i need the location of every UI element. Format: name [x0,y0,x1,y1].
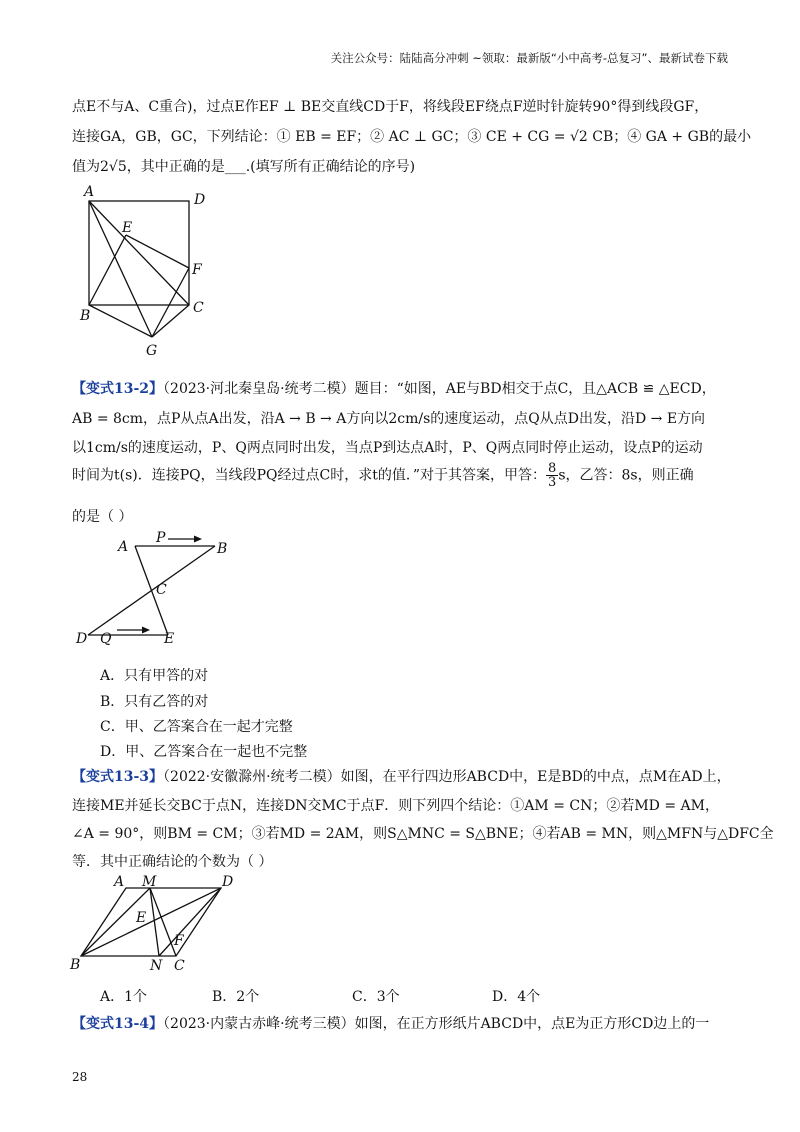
segment-bd [88,546,215,635]
diagonal-ac [89,201,189,305]
label-d: D [194,192,206,208]
problem3-choice-b: B．2个 [212,989,260,1005]
label-e: E [122,220,133,236]
segment-gb [89,305,152,337]
problem3-tag: 【变式13-3】 [72,769,164,785]
problem2-line3: 以1cm/s的速度运动，P、Q两点同时出发，当点P到达点A时，P、Q两点同时停止运动，设点P的运动 [72,440,703,456]
label-b: B [80,308,91,324]
label-c: C [174,958,185,974]
problem3-choice-c: C．3个 [352,989,400,1005]
problem1-line1: 点E不与A、C重合)，过点E作EF ⊥ BE交直线CD于F，将线段EF绕点F逆时针旋转90°得到线段GF， [72,99,709,115]
label-c: C [193,300,204,316]
label-g: G [146,343,158,359]
problem3-line1: 【变式13-3】（2022·安徽滁州·统考二模）如图，在平行四边形ABCD中，E是BD的中点，点M在AD上， [72,769,731,785]
problem2-line1: 【变式13-2】（2023·河北秦皇岛·统考二模）题目：“如图，AE与BD相交于点C，且△ACB ≌ △ECD， [72,381,716,397]
label-f: F [192,262,202,278]
segment-ef [126,235,189,268]
label-d: D [222,874,234,890]
fraction-8-3: $\frac{8}{3}$ [548,461,557,490]
problem2-choice-d: D．甲、乙答案合在一起也不完整 [100,744,308,760]
problem3-line4: 等．其中正确结论的个数为（ ） [72,854,273,870]
label-m: M [142,874,157,890]
segment-gc [152,305,189,337]
arrowhead-p [194,536,202,543]
label-e: E [136,910,147,926]
segment-ga [89,201,152,337]
label-e: E [164,631,175,647]
problem2-choice-c: C．甲、乙答案合在一起才完整 [100,719,293,735]
figure-square-abcd [72,180,232,365]
label-n: N [150,958,163,974]
label-c: C [156,582,167,598]
problem2-choice-b: B．只有乙答的对 [100,694,209,710]
label-a: A [114,874,125,890]
problem2-tag: 【变式13-2】 [72,381,164,397]
segment-fg [152,268,189,337]
label-b: B [217,541,228,557]
segment-dn [159,888,221,956]
figure-parallelogram [64,870,244,975]
problem2-line2: AB = 8cm，点P从点A出发，沿A → B → A方向以2cm/s的速度运动，点Q从点D出发，沿D → E方向 [72,411,706,427]
problem2-line4: 时间为t(s)．连接PQ，当线段PQ经过点C时，求t的值．”对于其答案，甲答： $\frac{8}{3}$ s，乙答：8s，则正确 [72,461,694,490]
label-q: Q [100,631,112,647]
problem3-line2: 连接ME并延长交BC于点N，连接DN交MC于点F．则下列四个结论：①AM = CN；②若MD = AM， [72,798,719,814]
problem3-line3: ∠A = 90°，则BM = CM；③若MD = 2AM，则S△MNC = S△BNE；④若AB = MN，则△MFN与△DFC全 [72,826,774,842]
problem3-choice-d: D．4个 [492,989,541,1005]
label-a: A [84,184,95,200]
label-d: D [76,631,88,647]
page-number: 28 [72,1070,88,1084]
figure-hourglass [72,528,262,653]
label-b: B [70,957,81,973]
problem1-line3: 值为2√5，其中正确的是___.(填写所有正确结论的序号) [72,159,416,175]
problem1-line2: 连接GA，GB，GC，下列结论：① EB = EF；② AC ⊥ GC；③ CE + CG = √2 CB；④ GA + GB的最小 [72,129,752,145]
problem2-line5: 的是（ ） [72,509,133,525]
page-header: 关注公众号：陆陆高分冲刺 ~领取：最新版“小中高考-总复习”、最新试卷下载 [330,51,728,65]
arrowhead-q [142,627,150,634]
problem4-line1: 【变式13-4】（2023·内蒙古赤峰·统考三模）如图，在正方形纸片ABCD中，点E为正方形CD边上的一 [72,1016,710,1032]
problem3-choice-a: A．1个 [100,989,148,1005]
label-p: P [156,530,166,546]
label-a: A [118,539,129,555]
problem4-tag: 【变式13-4】 [72,1016,164,1032]
label-f: F [174,933,184,949]
problem2-choice-a: A．只有甲答的对 [100,668,209,684]
